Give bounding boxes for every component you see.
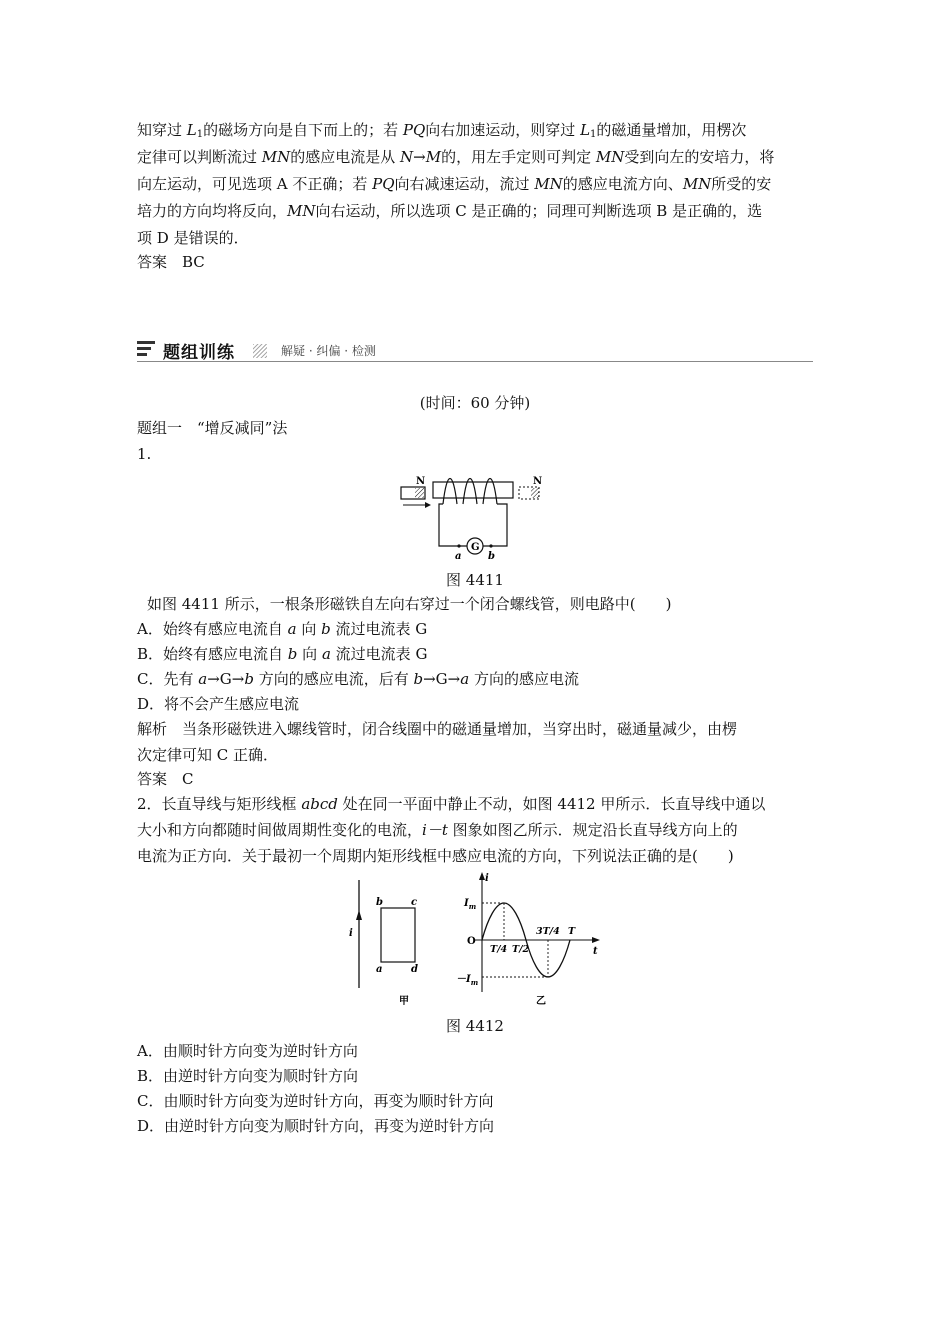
explanation-line-1: 知穿过 $L_1$的磁场方向是自下而上的；若 PQ向右加速运动，则穿过 $L_1$的磁通量增加，用楞次 bbox=[137, 121, 747, 140]
explanation-line-3: 向左运动，可见选项 A 不正确；若 PQ向右减速运动，流过 MN的感应电流方向、MN所受的安 bbox=[137, 175, 772, 193]
question-1-option-a: A．始终有感应电流自 a 向 b 流过电流表 G bbox=[137, 620, 428, 638]
fig2-axis-t: t bbox=[593, 946, 598, 957]
section-title: 题组训练 bbox=[163, 343, 235, 363]
section-bars-icon bbox=[137, 341, 155, 359]
explanation-line-5: 项 D 是错误的． bbox=[137, 229, 249, 247]
question-1-analysis-2: 次定律可知 C 正确． bbox=[137, 746, 279, 764]
question-2-stem-1: 2．长直导线与矩形线框 abcd 处在同一平面中静止不动，如图 4412 甲所示．长直导线中通以 bbox=[137, 795, 766, 813]
figure-4412-right bbox=[452, 870, 602, 1008]
section-subtitle: 解疑 · 纠偏 · 检测 bbox=[281, 344, 376, 358]
question-1-number: 1. bbox=[137, 445, 152, 463]
question-1-option-c: C．先有 a→G→b 方向的感应电流，后有 b→G→a 方向的感应电流 bbox=[137, 670, 579, 688]
magnet-left-hatch bbox=[415, 488, 424, 498]
figure-4412-left bbox=[345, 876, 425, 1008]
group1-title: 题组一 “增反减同”法 bbox=[137, 419, 288, 437]
fig2-axis-i: i bbox=[485, 873, 489, 884]
question-2-option-d: D．由逆时针方向变为顺时针方向，再变为逆时针方向 bbox=[137, 1117, 495, 1135]
current-arrow bbox=[356, 910, 362, 920]
explanation-line-2: 定律可以判断流过 MN的感应电流是从 N→M的，用左手定则可判定 MN受到向左的安培力，将 bbox=[137, 148, 775, 166]
fig2-label-b: b bbox=[376, 897, 383, 908]
question-2-stem-3: 电流为正方向．关于最初一个周期内矩形线框中感应电流的方向，下列说法正确的是( ) bbox=[137, 847, 734, 865]
section-divider bbox=[137, 361, 813, 362]
figure-4411-caption: 图 4411 bbox=[446, 571, 504, 589]
question-2-option-c: C．由顺时针方向变为逆时针方向，再变为顺时针方向 bbox=[137, 1092, 494, 1110]
fig1-label-g: G bbox=[471, 542, 480, 553]
answer-prev: 答案 BC bbox=[137, 253, 205, 271]
fig2-tick-t2: T/2 bbox=[512, 944, 530, 955]
fig2-tick-t4: T/4 bbox=[490, 944, 508, 955]
fig1-label-n-right: N bbox=[533, 476, 543, 487]
section-hatch-icon bbox=[253, 344, 267, 358]
question-2-option-a: A．由顺时针方向变为逆时针方向 bbox=[137, 1042, 358, 1060]
fig2-caption-left: 甲 bbox=[399, 996, 409, 1007]
figure-4412-caption: 图 4412 bbox=[446, 1017, 504, 1035]
question-2-option-b: B．由逆时针方向变为顺时针方向 bbox=[137, 1067, 359, 1085]
fig2-label-d: d bbox=[411, 964, 418, 975]
fig2-im: $I_m$ bbox=[464, 898, 477, 911]
fig1-label-n-left: N bbox=[416, 476, 426, 487]
fig2-tick-t: T bbox=[568, 926, 576, 937]
question-1-option-d: D．将不会产生感应电流 bbox=[137, 695, 300, 713]
question-1-analysis-1: 解析 当条形磁铁进入螺线管时，闭合线圈中的磁通量增加，当穿出时，磁通量减少，由楞 bbox=[137, 720, 738, 738]
fig2-caption-right: 乙 bbox=[536, 996, 546, 1007]
fig2-origin: O bbox=[467, 936, 476, 947]
explanation-line-4: 培力的方向均将反向，MN向右运动，所以选项 C 是正确的；同理可判断选项 B 是正确的，选 bbox=[137, 202, 763, 220]
fig2-tick-3t4: 3T/4 bbox=[536, 926, 560, 937]
question-2-stem-2: 大小和方向都随时间做周期性变化的电流，i－t 图象如图乙所示．规定沿长直导线方向上的 bbox=[137, 821, 738, 839]
magnet-right-hatch bbox=[531, 488, 539, 498]
question-1-option-b: B．始终有感应电流自 b 向 a 流过电流表 G bbox=[137, 645, 428, 663]
fig2-neg-im: $-I_m$ bbox=[456, 974, 479, 987]
question-1-stem: 如图 4411 所示，一根条形磁铁自左向右穿过一个闭合螺线管，则电路中( ) bbox=[147, 595, 672, 613]
fig2-label-c: c bbox=[411, 897, 418, 908]
circuit-wire-right bbox=[483, 504, 507, 546]
figure-4411 bbox=[395, 470, 565, 562]
rectangular-frame bbox=[381, 908, 415, 962]
question-1-answer: 答案 C bbox=[137, 770, 194, 788]
fig2-label-i: i bbox=[349, 928, 353, 939]
circuit-wire-left bbox=[439, 504, 467, 546]
fig1-label-a: a bbox=[455, 551, 462, 562]
section-header bbox=[137, 338, 813, 364]
time-note: (时间：60 分钟) bbox=[419, 394, 531, 412]
fig1-label-b: b bbox=[488, 551, 495, 562]
motion-arrow-head bbox=[425, 502, 431, 508]
fig2-label-a: a bbox=[376, 964, 383, 975]
